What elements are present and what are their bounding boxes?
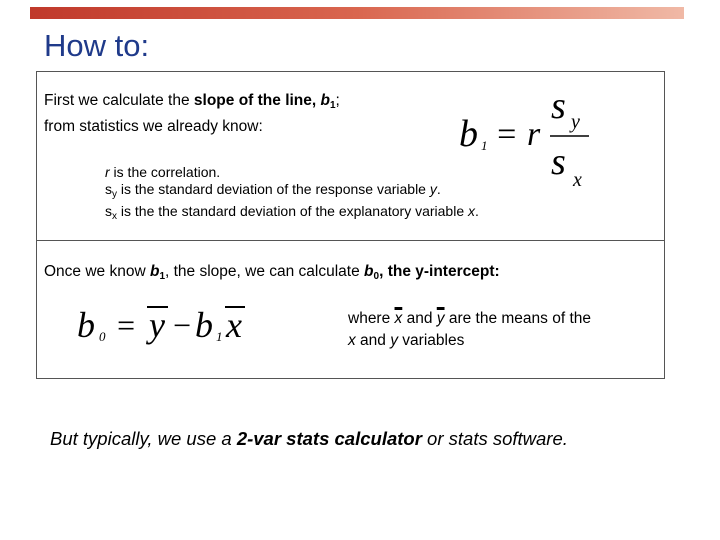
def-sy: $s_y$ is the standard deviation of the response variable y. xyxy=(105,181,441,200)
slope-intro: First we calculate the slope of the line, $b_1$; from statistics we already know: xyxy=(44,92,340,135)
slope-formula xyxy=(455,82,615,192)
formula-ybar: y xyxy=(149,305,165,345)
formula-r: r xyxy=(527,116,541,153)
def-sx: $s_x$ is the the standard deviation of the explanatory variable x. xyxy=(105,203,479,222)
formula-s-denominator: s xyxy=(551,141,566,183)
formula-equals: = xyxy=(495,116,518,153)
intercept-intro: Once we know $b_1$, the slope, we can calculate $b_0$, the y-intercept: xyxy=(44,263,500,282)
intercept-box xyxy=(36,240,665,379)
formula-sub-y: y xyxy=(571,111,580,133)
formula-sub-x: x xyxy=(573,169,582,191)
formula-b: b xyxy=(459,113,478,155)
footer-note: But typically, we use a 2-var stats calculator or stats software. xyxy=(50,428,568,449)
formula-b0: b xyxy=(77,305,95,345)
header-accent-bar xyxy=(30,7,684,19)
formula-xbar: x xyxy=(226,305,242,345)
formula-s-numerator: s xyxy=(551,85,566,127)
slope-box xyxy=(36,71,665,241)
means-note: where $\overline{x}$ and $\overline{y}$ are the means of the x and y variables xyxy=(348,310,591,349)
formula-sub1: 1 xyxy=(216,329,223,344)
slide-title: How to: xyxy=(44,28,150,63)
intercept-formula xyxy=(73,301,273,351)
def-r: r is the correlation. xyxy=(105,164,221,180)
definitions-list xyxy=(105,164,479,225)
formula-minus: − xyxy=(171,307,193,343)
formula-sub: 1 xyxy=(481,138,488,153)
formula-sub0: 0 xyxy=(99,329,106,344)
formula-b1: b xyxy=(195,305,213,345)
formula-equals2: = xyxy=(115,307,137,343)
